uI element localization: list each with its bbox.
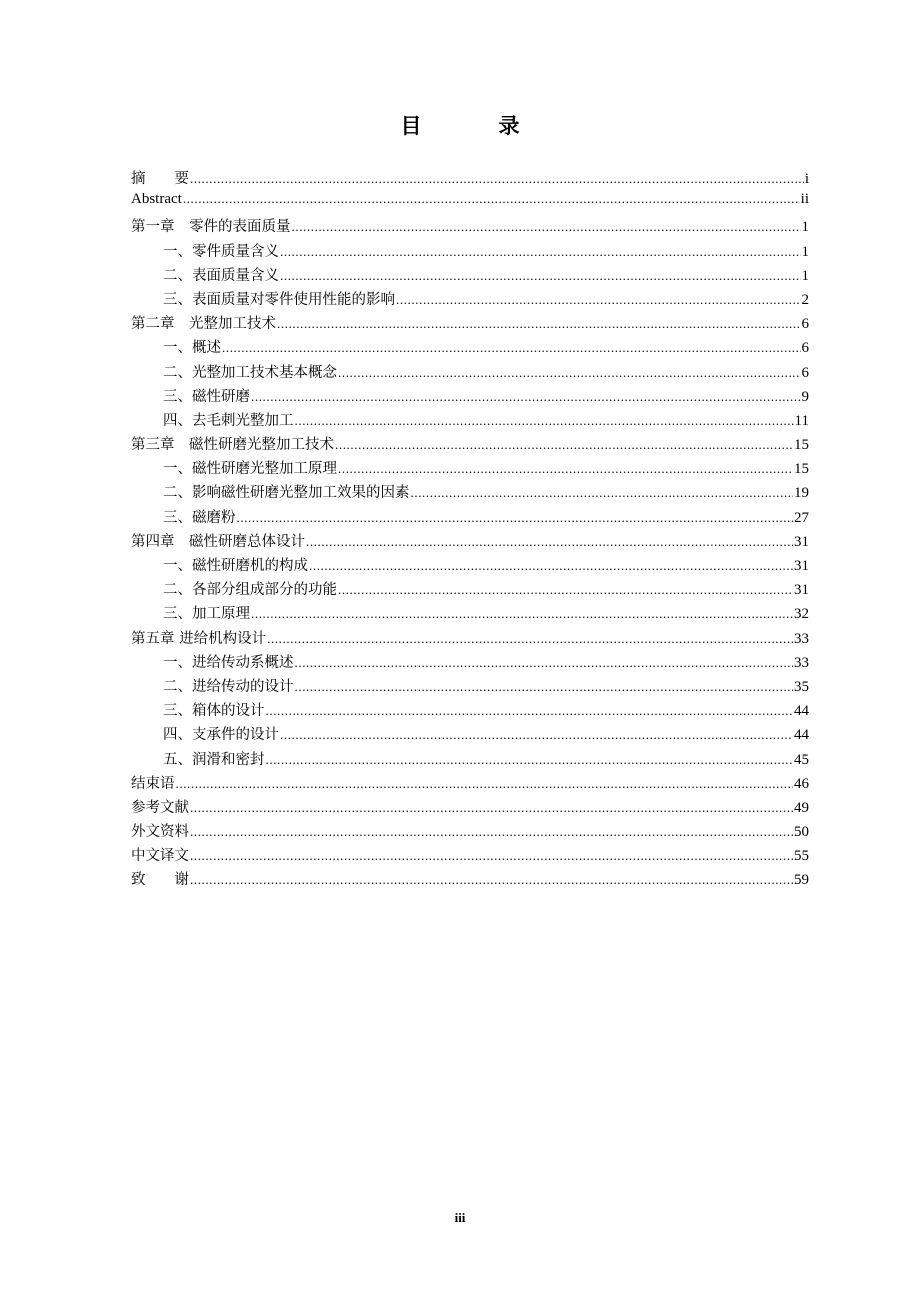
- toc-entry-title: 结束语: [131, 775, 175, 792]
- toc-entry-chapter[interactable]: [131, 433, 809, 457]
- toc-entry-section[interactable]: [131, 554, 809, 578]
- toc-entry-title: 一、磁性研磨光整加工原理: [163, 461, 337, 478]
- toc-entry-title: 一、零件质量含义: [163, 243, 279, 260]
- toc-leader-dots: [338, 461, 793, 477]
- toc-entry-chapter[interactable]: [131, 167, 809, 191]
- toc-entry-chapter[interactable]: [131, 772, 809, 796]
- toc-entry-page: 1: [801, 267, 809, 284]
- toc-entry-title: 第五章 进给机构设计: [131, 630, 267, 647]
- toc-leader-dots: [338, 582, 793, 598]
- toc-entry-title: 二、进给传动的设计: [163, 678, 294, 695]
- toc-entry-section[interactable]: [131, 481, 809, 505]
- toc-entry-section[interactable]: [131, 409, 809, 433]
- toc-entry-chapter[interactable]: [131, 312, 809, 336]
- page-number: iii: [454, 1210, 466, 1225]
- toc-entry-page: 31: [794, 558, 809, 574]
- toc-entry-chapter[interactable]: [131, 844, 809, 868]
- toc-leader-dots: [295, 655, 794, 671]
- table-of-contents: [131, 167, 809, 893]
- toc-entry-title: 致 谢: [131, 872, 189, 889]
- toc-entry-page: 15: [794, 461, 809, 478]
- toc-entry-page: 46: [794, 775, 809, 792]
- toc-entry-title: 三、加工原理: [163, 606, 250, 623]
- toc-entry-chapter[interactable]: [131, 215, 809, 239]
- toc-entry-section[interactable]: [131, 457, 809, 481]
- toc-entry-page: 44: [794, 727, 809, 744]
- toc-entry-page: 31: [794, 533, 809, 550]
- toc-entry-chapter[interactable]: [131, 820, 809, 844]
- toc-entry-title: 四、去毛刺光整加工: [163, 412, 294, 429]
- toc-leader-dots: [411, 485, 794, 501]
- toc-entry-section[interactable]: [131, 288, 809, 312]
- toc-entry-section[interactable]: [131, 651, 809, 675]
- toc-entry-page: i: [804, 171, 809, 187]
- toc-leader-dots: [280, 727, 793, 743]
- toc-entry-title: 一、磁性研磨机的构成: [163, 558, 308, 574]
- toc-entry-section[interactable]: [131, 240, 809, 264]
- toc-entry-title: 二、光整加工技术基本概念: [163, 364, 337, 381]
- toc-entry-section[interactable]: [131, 602, 809, 626]
- toc-entry-page: 45: [794, 751, 809, 768]
- toc-entry-section[interactable]: [131, 385, 809, 409]
- toc-entry-title: 一、概述: [163, 340, 221, 357]
- toc-entry-page: 1: [801, 243, 809, 260]
- toc-entry-title: 摘 要: [131, 171, 189, 187]
- toc-entry-title: 二、影响磁性研磨光整加工效果的因素: [163, 485, 410, 502]
- toc-leader-dots: [267, 631, 793, 647]
- toc-entry-page: 6: [801, 364, 809, 381]
- toc-entry-chapter[interactable]: [131, 191, 809, 215]
- toc-entry-section[interactable]: [131, 578, 809, 602]
- toc-entry-section[interactable]: [131, 748, 809, 772]
- toc-entry-title: 参考文献: [131, 799, 189, 816]
- toc-leader-dots: [190, 848, 793, 864]
- toc-entry-page: ii: [800, 191, 809, 208]
- toc-entry-page: 32: [794, 606, 809, 623]
- toc-leader-dots: [251, 606, 793, 622]
- toc-entry-title: 一、进给传动系概述: [163, 654, 294, 671]
- toc-leader-dots: [309, 558, 793, 574]
- toc-leader-dots: [295, 679, 794, 695]
- toc-entry-title: 二、各部分组成部分的功能: [163, 582, 337, 599]
- toc-entry-page: 6: [801, 316, 809, 333]
- toc-entry-page: 50: [794, 824, 809, 841]
- toc-leader-dots: [277, 316, 801, 332]
- toc-entry-page: 49: [794, 799, 809, 816]
- toc-entry-title: 二、表面质量含义: [163, 267, 279, 284]
- toc-entry-section[interactable]: [131, 675, 809, 699]
- toc-entry-section[interactable]: [131, 699, 809, 723]
- toc-entry-page: 9: [801, 388, 809, 405]
- toc-entry-chapter[interactable]: [131, 868, 809, 892]
- toc-entry-title: 三、磁磨粉: [163, 509, 236, 526]
- toc-leader-dots: [190, 824, 793, 840]
- toc-leader-dots: [266, 752, 794, 768]
- toc-leader-dots: [176, 776, 794, 792]
- toc-leader-dots: [190, 171, 804, 187]
- toc-leader-dots: [190, 800, 793, 816]
- toc-entry-page: 33: [794, 630, 809, 647]
- toc-entry-page: 1: [801, 219, 809, 236]
- toc-entry-title: 三、箱体的设计: [163, 703, 265, 720]
- toc-entry-title: 三、表面质量对零件使用性能的影响: [163, 291, 395, 308]
- toc-entry-page: 44: [794, 703, 809, 720]
- toc-leader-dots: [335, 437, 793, 453]
- toc-entry-page: 11: [794, 412, 809, 429]
- toc-entry-page: 31: [794, 582, 809, 599]
- toc-leader-dots: [292, 219, 801, 235]
- toc-leader-dots: [295, 413, 794, 429]
- toc-entry-title: 第三章 磁性研磨光整加工技术: [131, 437, 334, 454]
- toc-entry-page: 55: [794, 848, 809, 865]
- toc-entry-chapter[interactable]: [131, 796, 809, 820]
- toc-entry-page: 19: [794, 485, 809, 502]
- toc-entry-page: 15: [794, 437, 809, 454]
- toc-entry-page: 27: [794, 509, 809, 526]
- toc-entry-page: 35: [794, 678, 809, 695]
- toc-leader-dots: [306, 534, 793, 550]
- toc-leader-dots: [396, 292, 801, 308]
- toc-entry-page: 6: [801, 340, 809, 357]
- toc-leader-dots: [338, 365, 801, 381]
- toc-entry-chapter[interactable]: [131, 530, 809, 554]
- toc-entry-page: 59: [794, 872, 809, 889]
- toc-entry-title: 四、支承件的设计: [163, 727, 279, 744]
- toc-leader-dots: [280, 268, 801, 284]
- toc-entry-section[interactable]: [131, 361, 809, 385]
- toc-entry-title: Abstract: [131, 191, 182, 208]
- toc-entry-section[interactable]: [131, 506, 809, 530]
- toc-leader-dots: [280, 244, 801, 260]
- toc-entry-title: 三、磁性研磨: [163, 388, 250, 405]
- toc-leader-dots: [190, 872, 793, 888]
- toc-entry-title: 第四章 磁性研磨总体设计: [131, 533, 305, 550]
- toc-entry-chapter[interactable]: [131, 627, 809, 651]
- toc-leader-dots: [222, 340, 801, 356]
- toc-leader-dots: [183, 191, 800, 207]
- toc-entry-section[interactable]: [131, 264, 809, 288]
- toc-entry-section[interactable]: [131, 336, 809, 360]
- toc-entry-title: 第一章 零件的表面质量: [131, 219, 291, 236]
- toc-entry-title: 五、润滑和密封: [163, 751, 265, 768]
- toc-entry-page: 2: [801, 291, 809, 308]
- toc-entry-page: 33: [794, 654, 809, 671]
- toc-leader-dots: [251, 389, 801, 405]
- toc-entry-title: 外文资料: [131, 824, 189, 841]
- toc-leader-dots: [237, 510, 794, 526]
- toc-entry-title: 中文译文: [131, 848, 189, 865]
- toc-leader-dots: [266, 703, 794, 719]
- toc-entry-title: 第二章 光整加工技术: [131, 316, 276, 333]
- page-title: 目 录: [400, 114, 548, 138]
- toc-entry-section[interactable]: [131, 723, 809, 747]
